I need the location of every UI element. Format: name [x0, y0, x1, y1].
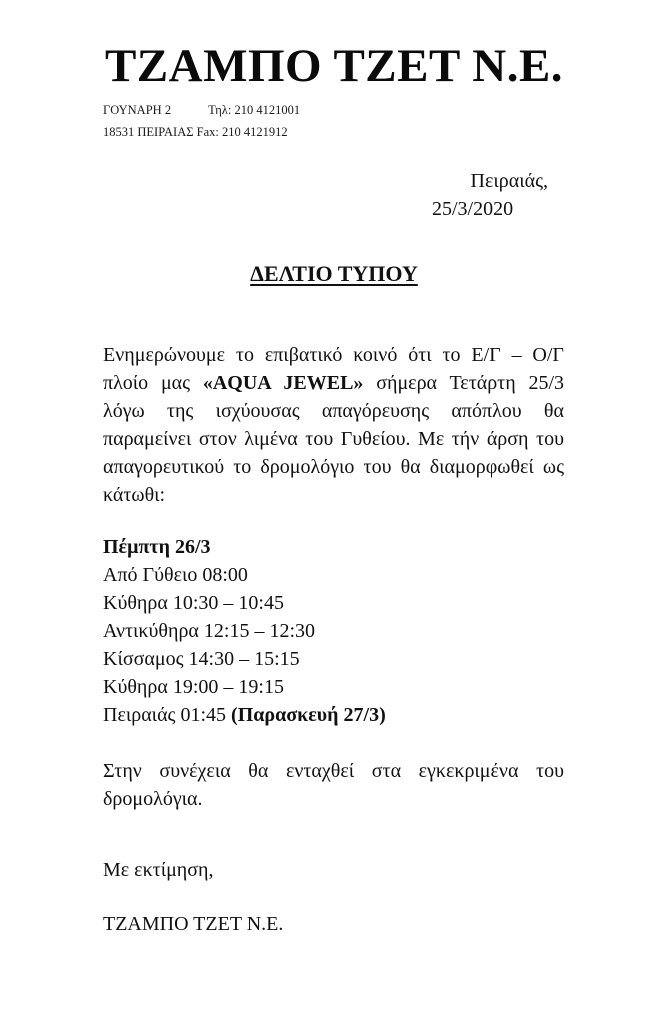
date: 25/3/2020 [432, 198, 514, 220]
letterhead-contact [103, 99, 300, 143]
schedule-stop: Κίσσαμος 14:30 – 15:15 [103, 648, 300, 670]
regards-line: Με εκτίμηση, [103, 859, 214, 881]
schedule-stop: Από Γύθειο 08:00 [103, 564, 248, 586]
address-street: ΓΟΥΝΑΡΗ 2 [103, 103, 172, 117]
intro-paragraph [103, 341, 564, 509]
press-release-heading: ΔΕΛΤΙΟ ΤΥΠΟΥ [250, 261, 418, 286]
signature: ΤΖΑΜΠΟ ΤΖΕΤ Ν.Ε. [103, 913, 284, 935]
schedule-stop: Κύθηρα 19:00 – 19:15 [103, 676, 284, 698]
date-block [420, 167, 548, 223]
phone-number: Τηλ: 210 4121001 [208, 103, 301, 117]
ship-name: «AQUA JEWEL» [202, 372, 364, 394]
place: Πειραιάς, [470, 170, 548, 192]
final-stop-text: Πειραιάς 01:45 [103, 704, 227, 726]
address-city: 18531 ΠΕΙΡΑΙΑΣ [103, 125, 194, 139]
final-stop-note: (Παρασκευή 27/3) [231, 704, 386, 726]
closing-paragraph: Στην συνέχεια θα ενταχθεί στα εγκεκριμένα του δρομολόγια. [103, 760, 564, 810]
letterhead-row-1 [103, 99, 300, 121]
schedule [103, 533, 564, 729]
schedule-stop: Αντικύθηρα 12:15 – 12:30 [103, 620, 316, 642]
intro-text-start: Ενημερώνουμε το επιβατικό κοινό ότι το Ε/Γ – Ο/Γ πλοίο μας [103, 344, 564, 394]
company-name-title: ΤΖΑΜΠΟ ΤΖΕΤ Ν.Ε. [104, 40, 564, 92]
schedule-final-stop [103, 701, 564, 729]
intro-text-end: σήμερα Τετάρτη 25/3 λόγω της ισχύουσας απαγόρευσης απόπλου θα παραμείνει στον λιμένα του Γυθείου. Με τήν άρση του απαγορευτικού το δρομολόγιο του θα διαμορφωθεί ως κάτωθι: [103, 372, 565, 506]
letterhead-row-2 [103, 121, 300, 143]
schedule-stop: Κύθηρα 10:30 – 10:45 [103, 592, 284, 614]
schedule-day-title: Πέμπτη 26/3 [103, 536, 211, 558]
fax-number: Fax: 210 4121912 [196, 125, 288, 139]
